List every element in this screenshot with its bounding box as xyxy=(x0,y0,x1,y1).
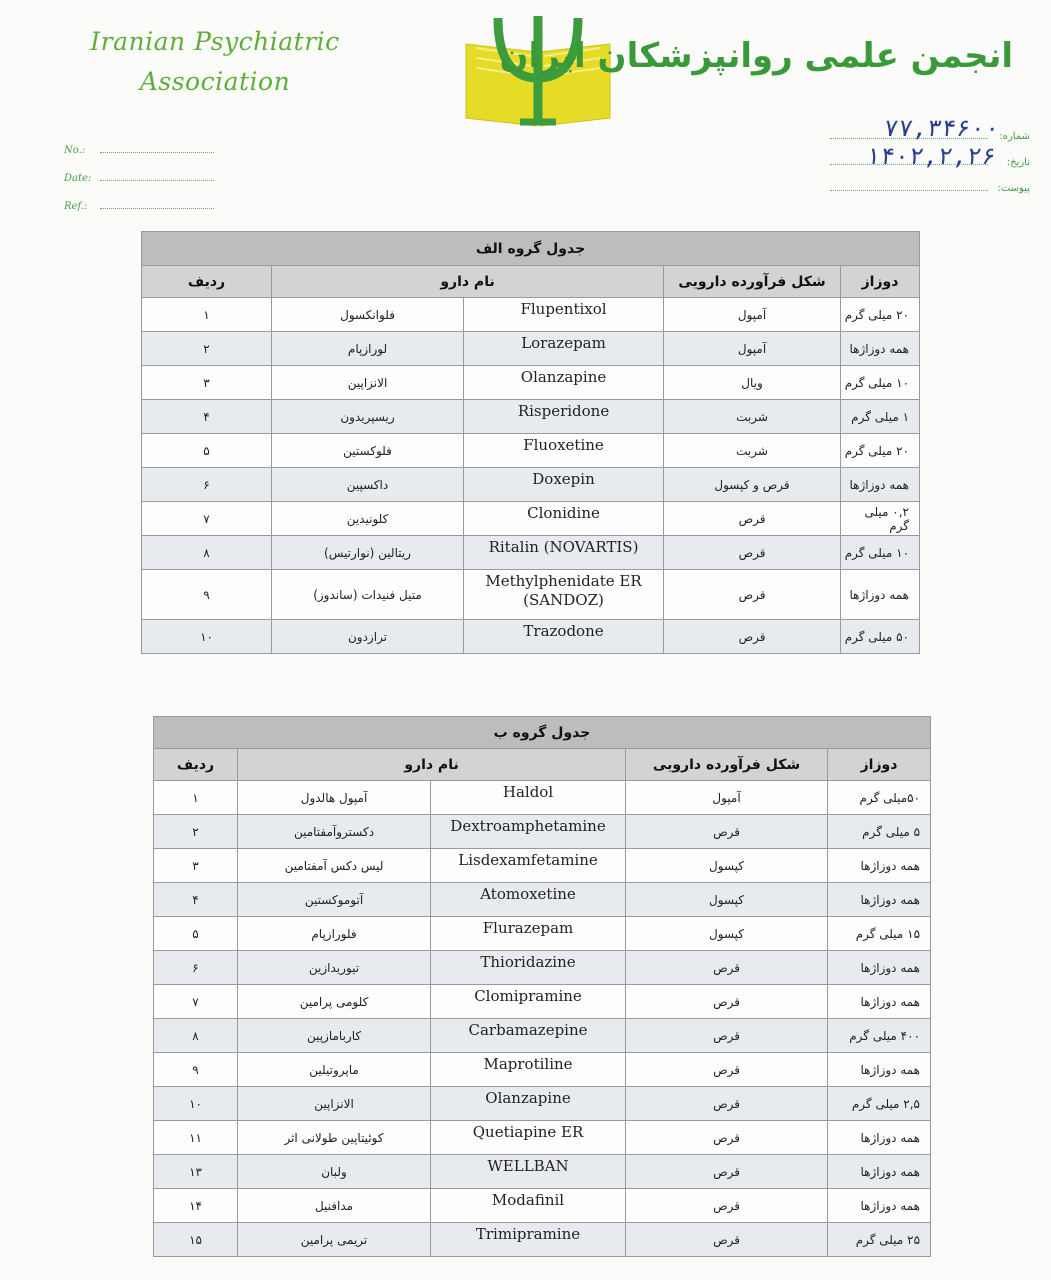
drug-name-fa-cell: لیس دکس آمفتامین xyxy=(238,849,431,883)
dose-cell: همه دوزاژها xyxy=(828,951,931,985)
drug-name-fa-cell: آتوموکستین xyxy=(238,883,431,917)
drug-name-en-cell: Dextroamphetamine xyxy=(431,815,626,849)
table-a-header-form: شکل فرآورده دارویی xyxy=(664,266,841,298)
drug-name-en-cell: Thioridazine xyxy=(431,951,626,985)
drug-name-en-cell: WELLBAN xyxy=(431,1155,626,1189)
form-cell: قرص xyxy=(626,985,828,1019)
drug-name-en-cell: Clonidine xyxy=(464,502,664,536)
table-group-b xyxy=(153,716,931,1257)
form-cell: ویال xyxy=(664,366,841,400)
dose-cell: همه دوزاژها xyxy=(828,849,931,883)
form-cell: قرص xyxy=(626,1189,828,1223)
table-row xyxy=(154,1019,931,1053)
dose-cell: همه دوزاژها xyxy=(828,1189,931,1223)
row-number-cell: ۵ xyxy=(142,434,272,468)
drug-name-fa-cell: لورازپام xyxy=(272,332,464,366)
drug-name-en-cell: Fluoxetine xyxy=(464,434,664,468)
dose-cell: همه دوزاژها xyxy=(841,468,920,502)
table-row xyxy=(142,434,920,468)
row-number-cell: ۶ xyxy=(142,468,272,502)
dose-cell: همه دوزاژها xyxy=(828,1121,931,1155)
meta-field-peyvast: پیوست: xyxy=(830,168,1030,194)
table-row xyxy=(154,815,931,849)
row-number-cell: ۱۱ xyxy=(154,1121,238,1155)
form-cell: قرص xyxy=(664,502,841,536)
table-row xyxy=(154,951,931,985)
form-cell: کپسول xyxy=(626,883,828,917)
row-number-cell: ۵ xyxy=(154,917,238,951)
row-number-cell: ۷ xyxy=(154,985,238,1019)
form-cell: شربت xyxy=(664,434,841,468)
form-cell: قرص xyxy=(664,536,841,570)
table-row xyxy=(154,1087,931,1121)
form-cell: قرص xyxy=(664,570,841,620)
row-number-cell: ۴ xyxy=(154,883,238,917)
dose-cell: ۱ میلی گرم xyxy=(841,400,920,434)
drug-name-fa-cell: کلونیدین xyxy=(272,502,464,536)
table-row xyxy=(142,298,920,332)
row-number-cell: ۱۵ xyxy=(154,1223,238,1257)
form-cell: آمپول xyxy=(664,298,841,332)
drug-name-fa-cell: فلوکستین xyxy=(272,434,464,468)
form-cell: کپسول xyxy=(626,917,828,951)
meta-field-shomare: شماره: xyxy=(830,116,1030,142)
row-number-cell: ۱ xyxy=(154,781,238,815)
dose-cell: ۴۰۰ میلی گرم xyxy=(828,1019,931,1053)
table-row xyxy=(154,1053,931,1087)
handwritten-letter-number: ۷۷,۳۴۶۰۰ xyxy=(882,114,1002,142)
drug-name-fa-cell: ریتالین (نوارتیس) xyxy=(272,536,464,570)
table-row xyxy=(154,985,931,1019)
row-number-cell: ۴ xyxy=(142,400,272,434)
drug-name-fa-cell: کلومی پرامین xyxy=(238,985,431,1019)
table-b-title: جدول گروه ب xyxy=(154,717,931,749)
form-cell: قرص xyxy=(626,1223,828,1257)
form-cell: قرص و کپسول xyxy=(664,468,841,502)
dose-cell: همه دوزاژها xyxy=(841,570,920,620)
form-cell: کپسول xyxy=(626,849,828,883)
table-row xyxy=(142,620,920,654)
drug-name-fa-cell: تیوریدازین xyxy=(238,951,431,985)
drug-name-fa-cell: الانزاپین xyxy=(238,1087,431,1121)
drug-name-fa-cell: فلورازپام xyxy=(238,917,431,951)
table-a-body xyxy=(142,298,920,654)
row-number-cell: ۲ xyxy=(142,332,272,366)
drug-name-en-cell: Clomipramine xyxy=(431,985,626,1019)
drug-name-fa-cell: متیل فنیدات (ساندوز) xyxy=(272,570,464,620)
drug-name-fa-cell: داکسپین xyxy=(272,468,464,502)
form-cell: قرص xyxy=(626,1121,828,1155)
form-cell: آمپول xyxy=(626,781,828,815)
row-number-cell: ۱۳ xyxy=(154,1155,238,1189)
dose-cell: ۰,۲ میلی گرم xyxy=(841,502,920,536)
row-number-cell: ۳ xyxy=(154,849,238,883)
table-row xyxy=(154,1121,931,1155)
drug-name-en-cell: Trimipramine xyxy=(431,1223,626,1257)
table-b-header-dose: دوزاز xyxy=(828,749,931,781)
table-row xyxy=(154,1223,931,1257)
row-number-cell: ۳ xyxy=(142,366,272,400)
table-row xyxy=(154,849,931,883)
table-b-header-drug-name: نام دارو xyxy=(238,749,626,781)
dose-cell: همه دوزاژها xyxy=(828,1155,931,1189)
dose-cell: ۵ میلی گرم xyxy=(828,815,931,849)
form-cell: شربت xyxy=(664,400,841,434)
drug-name-fa-cell: الانزاپین xyxy=(272,366,464,400)
dose-cell: ۲۰ میلی گرم xyxy=(841,434,920,468)
table-row xyxy=(142,536,920,570)
row-number-cell: ۱۴ xyxy=(154,1189,238,1223)
table-b-header-form: شکل فرآورده دارویی xyxy=(626,749,828,781)
form-cell: قرص xyxy=(626,1155,828,1189)
dose-cell: همه دوزاژها xyxy=(841,332,920,366)
drug-name-en-cell: Flurazepam xyxy=(431,917,626,951)
drug-name-en-cell: Lisdexamfetamine xyxy=(431,849,626,883)
table-row xyxy=(142,468,920,502)
drug-name-fa-cell: مدافنیل xyxy=(238,1189,431,1223)
drug-name-fa-cell: ولبان xyxy=(238,1155,431,1189)
meta-field-number: No.: xyxy=(64,128,214,156)
form-cell: قرص xyxy=(626,815,828,849)
association-name-english-line1: Iranian Psychiatric xyxy=(90,27,340,56)
association-name-english-line2: Association xyxy=(139,67,291,96)
dose-cell: همه دوزاژها xyxy=(828,985,931,1019)
row-number-cell: ۱۰ xyxy=(154,1087,238,1121)
drug-name-en-cell: Lorazepam xyxy=(464,332,664,366)
table-row xyxy=(142,400,920,434)
table-row xyxy=(142,502,920,536)
drug-name-en-cell: Ritalin (NOVARTIS) xyxy=(464,536,664,570)
table-row xyxy=(142,366,920,400)
drug-name-en-cell: Methylphenidate ER (SANDOZ) xyxy=(464,570,664,620)
drug-name-en-cell: Modafinil xyxy=(431,1189,626,1223)
row-number-cell: ۶ xyxy=(154,951,238,985)
handwritten-letter-date: ۱۴۰۲,۲,۲۶ xyxy=(864,142,999,170)
dose-cell: ۵۰میلی گرم xyxy=(828,781,931,815)
drug-name-fa-cell: تریمی پرامین xyxy=(238,1223,431,1257)
meta-field-ref: Ref.: xyxy=(64,184,214,212)
dose-cell: ۵۰ میلی گرم xyxy=(841,620,920,654)
drug-name-en-cell: Quetiapine ER xyxy=(431,1121,626,1155)
drug-name-en-cell: Risperidone xyxy=(464,400,664,434)
drug-name-en-cell: Trazodone xyxy=(464,620,664,654)
row-number-cell: ۸ xyxy=(142,536,272,570)
drug-name-en-cell: Maprotiline xyxy=(431,1053,626,1087)
row-number-cell: ۹ xyxy=(142,570,272,620)
dose-cell: ۱۵ میلی گرم xyxy=(828,917,931,951)
drug-name-en-cell: Atomoxetine xyxy=(431,883,626,917)
form-cell: قرص xyxy=(626,1087,828,1121)
drug-name-fa-cell: آمپول هالدول xyxy=(238,781,431,815)
form-cell: قرص xyxy=(626,1019,828,1053)
form-cell: قرص xyxy=(626,951,828,985)
drug-name-en-cell: Doxepin xyxy=(464,468,664,502)
row-number-cell: ۸ xyxy=(154,1019,238,1053)
drug-name-fa-cell: کوئیتاپین طولانی اثر xyxy=(238,1121,431,1155)
table-a-header-number: ردیف xyxy=(142,266,272,298)
association-name-persian: انجمن علمی روانپزشکان ایران xyxy=(499,36,1013,76)
table-row xyxy=(154,883,931,917)
drug-name-en-cell: Haldol xyxy=(431,781,626,815)
drug-name-en-cell: Carbamazepine xyxy=(431,1019,626,1053)
form-cell: آمپول xyxy=(664,332,841,366)
meta-field-date: Date: xyxy=(64,156,214,184)
dose-cell: ۲,۵ میلی گرم xyxy=(828,1087,931,1121)
drug-name-fa-cell: فلوانکسول xyxy=(272,298,464,332)
table-row xyxy=(142,332,920,366)
row-number-cell: ۱۰ xyxy=(142,620,272,654)
dose-cell: ۲۰ میلی گرم xyxy=(841,298,920,332)
drug-name-fa-cell: ترازدون xyxy=(272,620,464,654)
drug-name-fa-cell: کاربامازپین xyxy=(238,1019,431,1053)
drug-name-en-cell: Olanzapine xyxy=(464,366,664,400)
dose-cell: همه دوزاژها xyxy=(828,883,931,917)
dose-cell: ۲۵ میلی گرم xyxy=(828,1223,931,1257)
drug-name-fa-cell: ریسپریدون xyxy=(272,400,464,434)
drug-name-en-cell: Flupentixol xyxy=(464,298,664,332)
table-b-body xyxy=(154,781,931,1257)
meta-field-tarikh: تاریخ: xyxy=(830,142,1030,168)
dose-cell: ۱۰ میلی گرم xyxy=(841,366,920,400)
association-name-english xyxy=(50,22,380,102)
row-number-cell: ۹ xyxy=(154,1053,238,1087)
dose-cell: ۱۰ میلی گرم xyxy=(841,536,920,570)
form-cell: قرص xyxy=(664,620,841,654)
table-b-header-number: ردیف xyxy=(154,749,238,781)
row-number-cell: ۱ xyxy=(142,298,272,332)
table-a-header-drug-name: نام دارو xyxy=(272,266,664,298)
form-cell: قرص xyxy=(626,1053,828,1087)
row-number-cell: ۷ xyxy=(142,502,272,536)
drug-name-en-cell: Olanzapine xyxy=(431,1087,626,1121)
drug-name-fa-cell: ماپروتیلین xyxy=(238,1053,431,1087)
table-row xyxy=(154,917,931,951)
table-row xyxy=(154,1189,931,1223)
dose-cell: همه دوزاژها xyxy=(828,1053,931,1087)
table-a-header-dose: دوزاز xyxy=(841,266,920,298)
row-number-cell: ۲ xyxy=(154,815,238,849)
table-row xyxy=(154,1155,931,1189)
table-group-a xyxy=(141,231,920,654)
table-row xyxy=(142,570,920,620)
drug-name-fa-cell: دکستروآمفتامین xyxy=(238,815,431,849)
meta-fields-left xyxy=(64,128,214,212)
table-row xyxy=(154,781,931,815)
table-a-title: جدول گروه الف xyxy=(142,232,920,266)
